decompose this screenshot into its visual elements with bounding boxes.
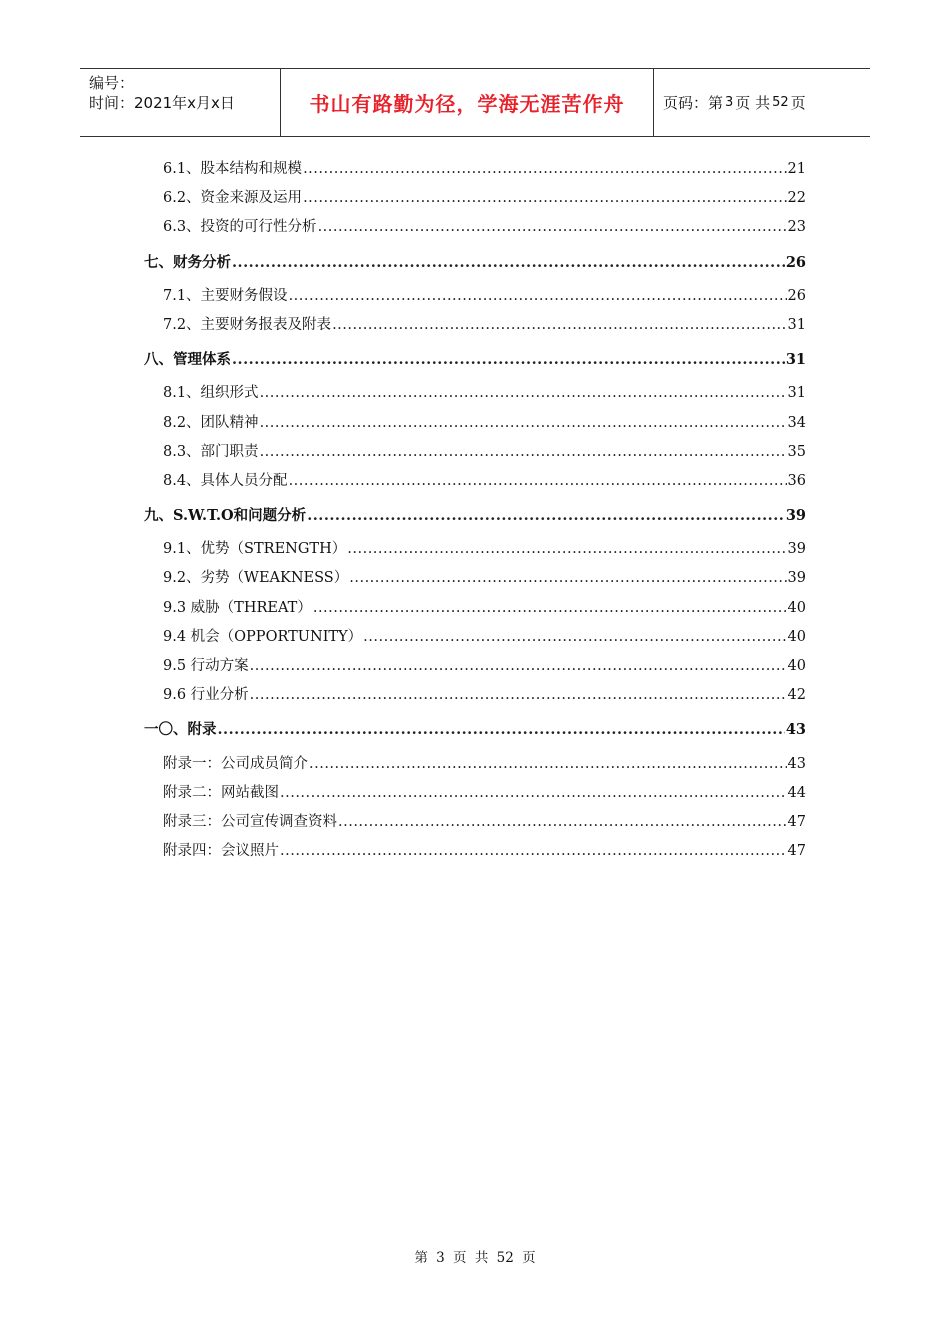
toc-entry[interactable] bbox=[144, 535, 806, 564]
toc-leader-dots bbox=[260, 379, 787, 408]
toc-entry-label: 8.3、部门职责 bbox=[163, 443, 259, 460]
toc-entry-label: 6.3、投资的可行性分析 bbox=[163, 219, 317, 236]
toc-leader-dots bbox=[332, 311, 786, 340]
toc-entry-page: 44 bbox=[787, 784, 806, 801]
toc-entry-label: 7.1、主要财务假设 bbox=[163, 287, 288, 304]
toc-entry-label: 9.5 行动方案 bbox=[163, 658, 249, 674]
toc-entry-page: 43 bbox=[787, 755, 806, 772]
toc-entry-label: 8.1、组织形式 bbox=[163, 385, 259, 402]
page-suffix: 页 bbox=[790, 94, 806, 112]
toc-entry-page: 26 bbox=[787, 287, 806, 304]
toc-entry-label: 附录一：公司成员简介 bbox=[163, 755, 308, 772]
toc-leader-dots bbox=[280, 837, 787, 866]
toc-entry-page: 40 bbox=[787, 658, 806, 674]
toc-entry-page: 43 bbox=[785, 721, 806, 739]
toc-leader-dots bbox=[313, 594, 787, 623]
toc-entry-label: 6.2、资金来源及运用 bbox=[163, 190, 303, 207]
toc-entry-page: 21 bbox=[787, 161, 806, 177]
page-header bbox=[80, 68, 870, 137]
toc-entry-label: 附录三：公司宣传调查资料 bbox=[163, 813, 337, 830]
toc-entry-page: 40 bbox=[787, 599, 806, 616]
page-prefix: 页码：第 bbox=[663, 94, 724, 112]
header-page-info bbox=[654, 69, 870, 136]
toc-entry-page: 47 bbox=[787, 813, 806, 830]
toc-leader-dots bbox=[318, 213, 787, 242]
table-of-contents bbox=[144, 155, 806, 866]
toc-entry-page: 47 bbox=[787, 843, 806, 860]
toc-section-entry[interactable] bbox=[144, 501, 806, 530]
toc-leader-dots bbox=[338, 808, 787, 837]
toc-entry-page: 39 bbox=[787, 570, 806, 587]
toc-leader-dots bbox=[260, 409, 787, 438]
header-meta bbox=[80, 69, 281, 136]
toc-entry-page: 31 bbox=[787, 385, 806, 402]
toc-entry[interactable] bbox=[144, 438, 806, 467]
toc-entry-label: 七、财务分析 bbox=[144, 253, 231, 271]
toc-entry-label: 附录二：网站截图 bbox=[163, 784, 279, 801]
toc-entry[interactable] bbox=[144, 808, 806, 837]
toc-entry-label: 7.2、主要财务报表及附表 bbox=[163, 316, 332, 333]
toc-leader-dots bbox=[232, 248, 785, 277]
toc-entry-page: 39 bbox=[785, 507, 806, 525]
toc-entry-label: 9.2、劣势（WEAKNESS） bbox=[163, 570, 349, 587]
toc-section-entry[interactable] bbox=[144, 715, 806, 744]
toc-entry[interactable] bbox=[144, 750, 806, 779]
toc-entry-label: 八、管理体系 bbox=[144, 351, 231, 369]
document-time-label: 时间：2021年x月x日 bbox=[89, 94, 235, 112]
toc-entry-label: 九、S.W.T.O和问题分析 bbox=[144, 507, 307, 525]
toc-section-entry[interactable] bbox=[144, 248, 806, 277]
toc-entry-page: 40 bbox=[787, 628, 806, 645]
toc-entry[interactable] bbox=[144, 282, 806, 311]
page-total: 52 bbox=[772, 95, 789, 110]
toc-entry[interactable] bbox=[144, 837, 806, 866]
toc-entry-page: 36 bbox=[787, 472, 806, 489]
toc-entry[interactable] bbox=[144, 155, 806, 184]
toc-entry[interactable] bbox=[144, 184, 806, 213]
toc-entry-label: 一〇、附录 bbox=[144, 721, 217, 739]
toc-entry[interactable] bbox=[144, 681, 806, 710]
toc-leader-dots bbox=[349, 564, 786, 593]
page-footer: 第 3 页 共 52 页 bbox=[414, 1250, 536, 1266]
document-number-label: 编号： bbox=[89, 74, 135, 92]
toc-entry[interactable] bbox=[144, 779, 806, 808]
page-mid: 页 共 bbox=[735, 94, 771, 112]
toc-entry[interactable] bbox=[144, 652, 806, 681]
toc-entry-page: 26 bbox=[785, 253, 806, 271]
toc-section-entry[interactable] bbox=[144, 345, 806, 374]
toc-leader-dots bbox=[309, 750, 787, 779]
toc-entry-page: 34 bbox=[787, 414, 806, 431]
toc-leader-dots bbox=[347, 535, 786, 564]
toc-entry-page: 31 bbox=[785, 351, 806, 369]
toc-entry-label: 9.6 行业分析 bbox=[163, 687, 249, 704]
toc-entry-page: 39 bbox=[787, 541, 806, 558]
toc-leader-dots bbox=[363, 623, 786, 652]
toc-entry[interactable] bbox=[144, 311, 806, 340]
toc-leader-dots bbox=[218, 715, 785, 744]
toc-entry-page: 35 bbox=[787, 443, 806, 460]
toc-leader-dots bbox=[250, 652, 787, 681]
toc-entry-label: 9.3 威胁（THREAT） bbox=[163, 599, 312, 616]
toc-leader-dots bbox=[250, 681, 787, 710]
toc-leader-dots bbox=[289, 467, 787, 496]
toc-leader-dots bbox=[307, 501, 785, 530]
header-motto: 书山有路勤为径，学海无涯苦作舟 bbox=[281, 69, 654, 136]
toc-leader-dots bbox=[260, 438, 787, 467]
toc-entry-label: 6.1、股本结构和规模 bbox=[163, 161, 303, 177]
toc-entry-page: 22 bbox=[787, 190, 806, 207]
toc-entry-page: 42 bbox=[787, 687, 806, 704]
toc-entry[interactable] bbox=[144, 213, 806, 242]
toc-entry-label: 9.1、优势（STRENGTH） bbox=[163, 541, 347, 558]
toc-leader-dots bbox=[303, 155, 786, 184]
toc-leader-dots bbox=[232, 345, 785, 374]
toc-entry[interactable] bbox=[144, 594, 806, 623]
toc-leader-dots bbox=[280, 779, 787, 808]
toc-entry-page: 31 bbox=[787, 316, 806, 333]
toc-entry-label: 9.4 机会（OPPORTUNITY） bbox=[163, 628, 363, 645]
toc-entry[interactable] bbox=[144, 467, 806, 496]
toc-entry-label: 附录四：会议照片 bbox=[163, 843, 279, 860]
page-current: 3 bbox=[725, 95, 734, 110]
toc-entry[interactable] bbox=[144, 409, 806, 438]
toc-leader-dots bbox=[289, 282, 787, 311]
toc-entry-label: 8.2、团队精神 bbox=[163, 414, 259, 431]
toc-leader-dots bbox=[303, 184, 786, 213]
toc-entry[interactable] bbox=[144, 379, 806, 408]
toc-entry-page: 23 bbox=[787, 219, 806, 236]
toc-entry-label: 8.4、具体人员分配 bbox=[163, 472, 288, 489]
toc-entry[interactable] bbox=[144, 623, 806, 652]
toc-entry[interactable] bbox=[144, 564, 806, 593]
